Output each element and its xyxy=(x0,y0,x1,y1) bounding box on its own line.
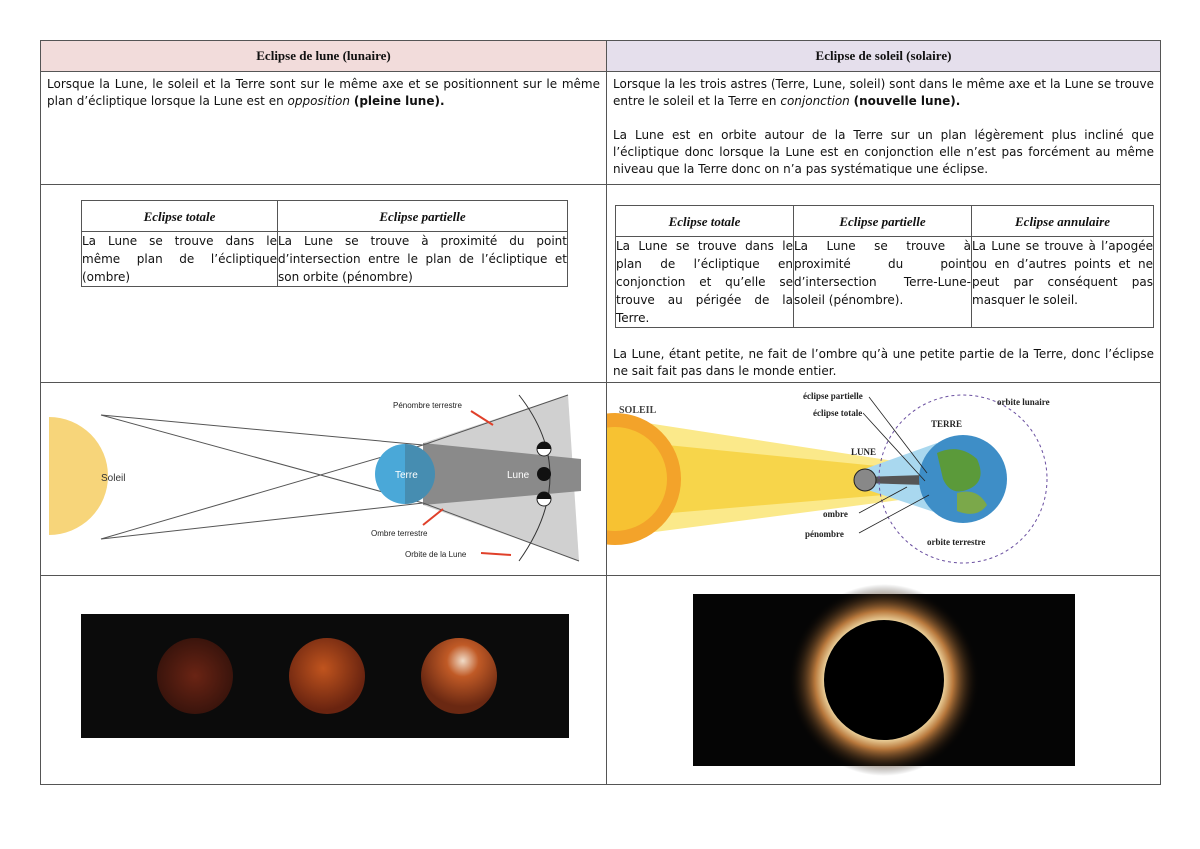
total-label: éclipse totale xyxy=(813,408,863,418)
solar-desc-italic: conjonction xyxy=(780,94,850,108)
lunar-desc-bold: (pleine lune). xyxy=(353,94,445,108)
lunar-eclipse-heading: Eclipse de lune (lunaire) xyxy=(41,41,607,72)
lunar-total-header: Eclipse totale xyxy=(82,201,278,232)
photo-row xyxy=(41,576,1161,785)
solar-description xyxy=(607,72,1160,180)
earth-label: TERRE xyxy=(931,419,963,429)
solar-diagram-cell xyxy=(607,383,1161,576)
solar-note: La Lune, étant petite, ne fait de l’ombre qu’à une petite partie de la Terre, donc l’éclipse ne sait fait pas dans le monde entier. xyxy=(613,347,1154,378)
earth-label: Terre xyxy=(395,470,418,481)
lunar-desc-text: Lorsque la Lune, le soleil et la Terre sont sur le même axe et se positionnent sur le même plan d’écliptique lorsque la Lune est en xyxy=(47,77,600,108)
lunar-partial-header: Eclipse partielle xyxy=(278,201,568,232)
solar-total-cell: La Lune se trouve dans le plan de l’écliptique en conjonction et qu’elle se trouve au périgée de la Terre. xyxy=(616,237,794,328)
solar-total-header: Eclipse totale xyxy=(616,206,794,237)
lunar-desc-italic: opposition xyxy=(287,94,351,108)
solar-partial-cell: La Lune se trouve à proximité du point d’intersection Terre-Lune-soleil (pénombre). xyxy=(794,237,972,328)
lunar-total-cell: La Lune se trouve dans le même plan de l’écliptique (ombre) xyxy=(82,232,278,287)
description-row xyxy=(41,72,1161,185)
penumbra-label: Pénombre terrestre xyxy=(393,401,462,410)
sun-label: SOLEIL xyxy=(619,405,657,416)
lunar-description xyxy=(41,72,606,112)
header-row xyxy=(41,41,1161,72)
types-row xyxy=(41,185,1161,383)
lunar-eclipse-photo xyxy=(41,576,606,784)
comparison-sheet xyxy=(40,40,1160,785)
diagram-row xyxy=(41,383,1161,576)
solar-types-cell xyxy=(607,185,1161,383)
solar-desc-bold: (nouvelle lune). xyxy=(853,94,961,108)
eclipsed-moon-1 xyxy=(157,638,233,714)
solar-eclipse-diagram xyxy=(607,383,1160,575)
moon-shape xyxy=(854,469,876,491)
partial-label: éclipse partielle xyxy=(803,391,863,401)
orbit-label: Orbite de la Lune xyxy=(405,550,467,559)
solar-types-table xyxy=(615,205,1154,328)
eclipse-comparison-table xyxy=(40,40,1161,785)
solar-desc-text: Lorsque la les trois astres (Terre, Lune, soleil) sont dans le même axe et la Lune se trouve entre le soleil et la Terre en xyxy=(613,77,1154,108)
solar-description-cell xyxy=(607,72,1161,185)
moon-label: LUNE xyxy=(851,447,877,457)
moon-orbit-label: orbite lunaire xyxy=(997,397,1050,407)
eclipsed-moon-3 xyxy=(421,638,497,714)
umbra-label: Ombre terrestre xyxy=(371,529,428,538)
solar-annular-cell: La Lune se trouve à l’apogée ou en d’autres points et ne peut par conséquent pas masquer le soleil. xyxy=(972,237,1154,328)
solar-orbit-paragraph: La Lune est en orbite autour de la Terre sur un plan légèrement plus incliné que l’écliptique donc lorsque la Lune est en conjonction elle n’est pas forcément au même niveau que la Terre donc on n’a pas systématique une éclipse. xyxy=(613,128,1154,176)
lunar-partial-cell: La Lune se trouve à proximité du point d’intersection entre le plan de l’écliptique et son orbite (pénombre) xyxy=(278,232,568,287)
penumbra-label: pénombre xyxy=(805,529,844,539)
umbra-label: ombre xyxy=(823,509,848,519)
earth-orbit-label: orbite terrestre xyxy=(927,537,986,547)
lunar-diagram-cell xyxy=(41,383,607,576)
solar-eclipse-heading: Eclipse de soleil (solaire) xyxy=(607,41,1161,72)
lunar-eclipse-diagram xyxy=(41,383,606,575)
solar-annular-header: Eclipse annulaire xyxy=(972,206,1154,237)
solar-photo-cell xyxy=(607,576,1161,785)
solar-eclipse-photo xyxy=(607,576,1160,784)
sun-label: Soleil xyxy=(101,473,126,484)
eclipsed-moon-2 xyxy=(289,638,365,714)
moon-label: Lune xyxy=(507,470,530,481)
moon-disk xyxy=(824,620,944,740)
lunar-types-cell xyxy=(41,185,607,383)
solar-partial-header: Eclipse partielle xyxy=(794,206,972,237)
lunar-description-cell xyxy=(41,72,607,185)
lunar-types-table xyxy=(81,200,568,287)
moon-center xyxy=(537,467,551,481)
lunar-photo-cell xyxy=(41,576,607,785)
